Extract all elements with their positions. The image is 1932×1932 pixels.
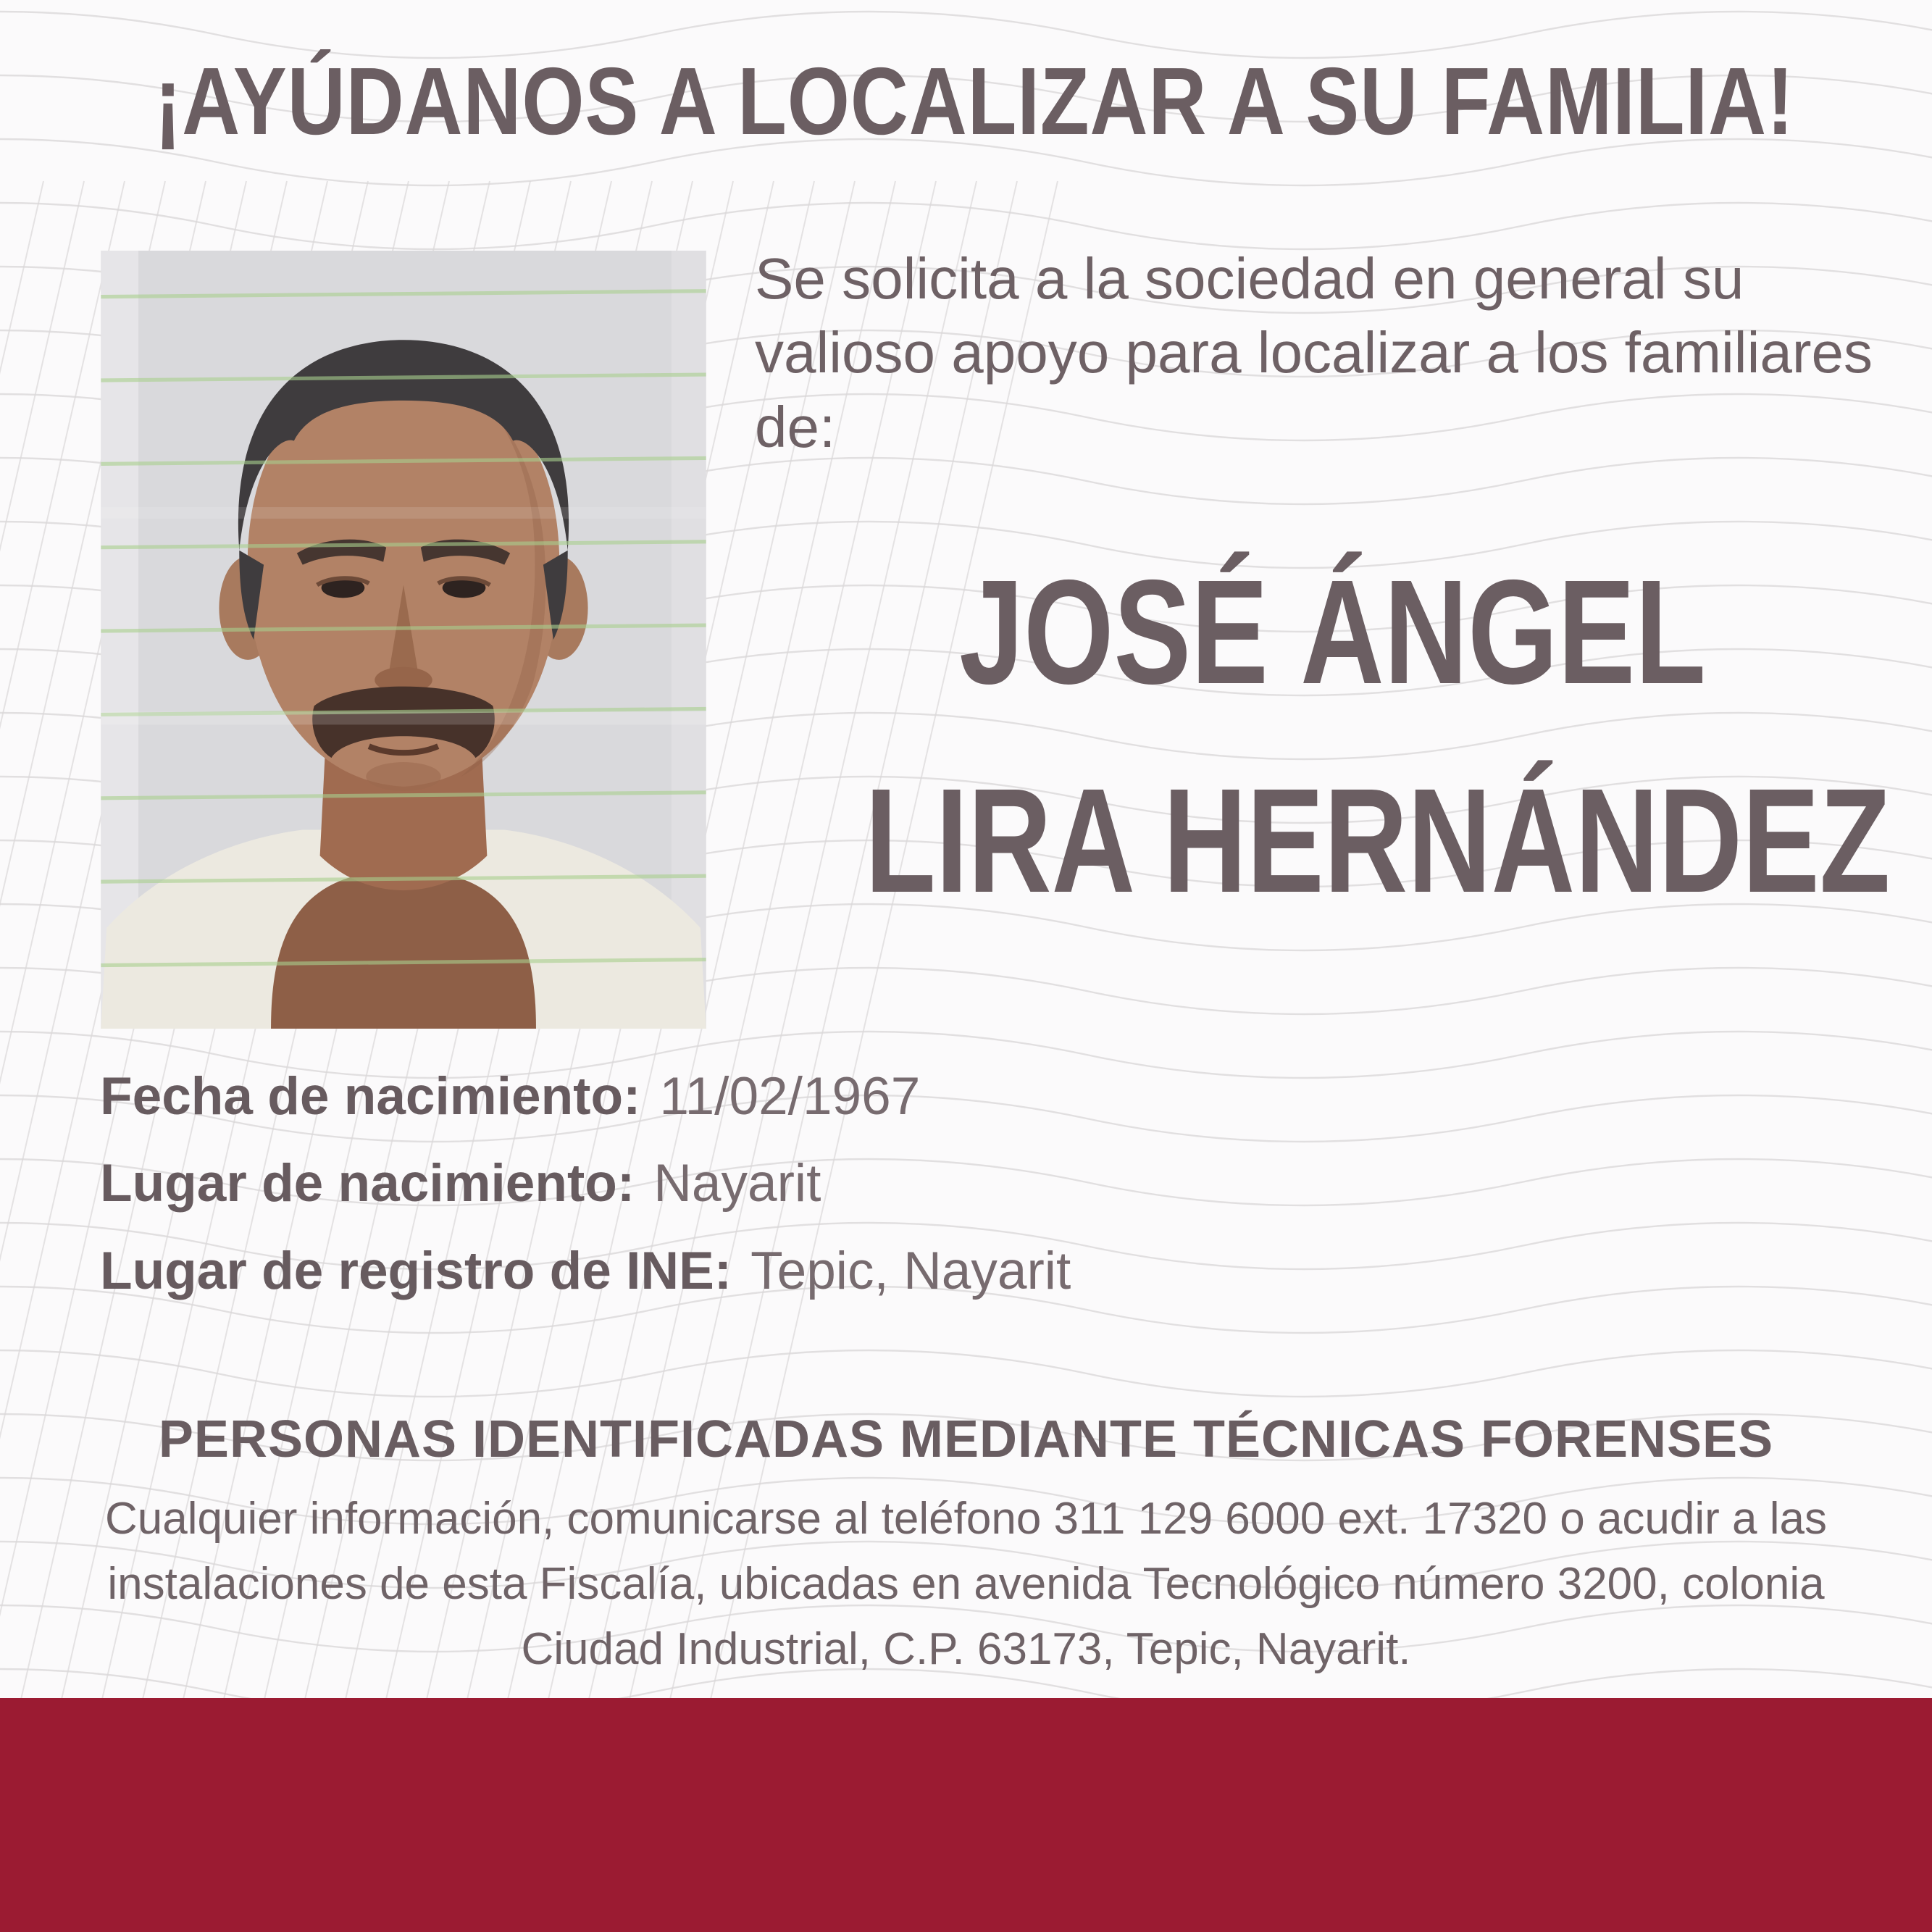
birth-place-label: Lugar de nacimiento: xyxy=(100,1154,635,1213)
contact-paragraph: Cualquier información, comunicarse al teléfono 311 129 6000 ext. 17320 o acudir a las instalaciones de esta Fiscalía, ubicadas en avenida Tecnológico número 3200, colonia Ciudad Industrial, C.P. 63173, Tepic, Nayarit. xyxy=(104,1494,1827,1674)
birth-place-value: Nayarit xyxy=(653,1154,821,1213)
birth-date-label: Fecha de nacimiento: xyxy=(100,1067,641,1126)
birth-date-value: 11/02/1967 xyxy=(659,1067,921,1126)
detail-row-birth-place xyxy=(100,1155,1071,1213)
person-name-line1: JOSÉ ÁNGEL xyxy=(959,549,1706,715)
person-details xyxy=(100,1068,1071,1329)
footer-band xyxy=(0,1698,1932,1932)
person-name-line2: LIRA HERNÁNDEZ xyxy=(865,758,1891,924)
forensics-note: PERSONAS IDENTIFICADAS MEDIANTE TÉCNICAS FORENSES xyxy=(158,1410,1774,1468)
intro-paragraph: Se solicita a la sociedad en general su valioso apoyo para localizar a los familiares de: xyxy=(755,246,1873,459)
portrait-illustration xyxy=(100,251,707,1029)
ine-registry-label: Lugar de registro de INE: xyxy=(100,1241,732,1300)
detail-row-ine-registry xyxy=(100,1242,1071,1300)
person-photo xyxy=(100,251,707,1029)
ine-registry-value: Tepic, Nayarit xyxy=(750,1241,1071,1300)
page-title: ¡AYÚDANOS A LOCALIZAR A SU FAMILIA! xyxy=(154,48,1794,154)
detail-row-birth-date xyxy=(100,1068,1071,1126)
